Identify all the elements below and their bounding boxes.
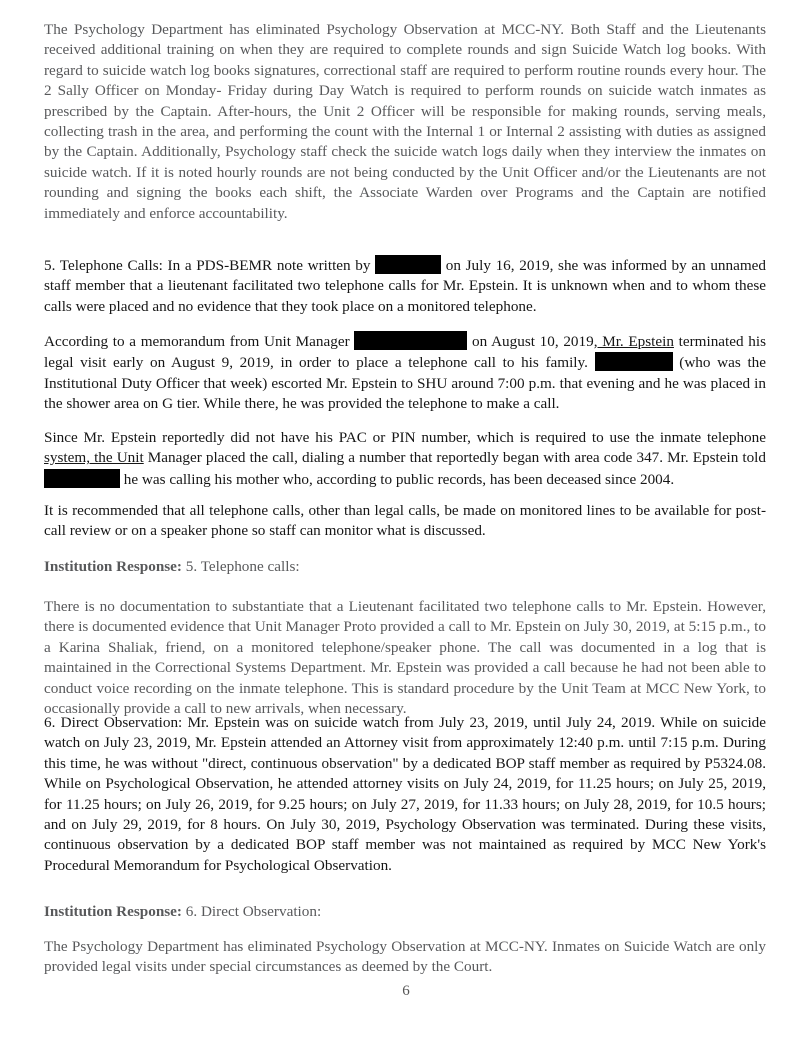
pac-pin-paragraph	[44, 428, 766, 490]
pac-pin-text-1: Since Mr. Epstein reportedly did not have his PAC or PIN number, which is required to use the inmate telephone	[44, 429, 766, 446]
memorandum-text-4: (who was the Institutional Duty Officer that week) escorted Mr. Epstein to SHU around 7:00 p.m. that evening and he was placed in the shower area on G tier. While there, he was provided the telephone to make a call.	[44, 354, 767, 413]
telephone-calls-paragraph	[44, 255, 766, 317]
redaction-box	[595, 352, 673, 371]
pac-pin-text-2: Manager placed the call, dialing a number that reportedly began with area code 347. Mr. Epstein told	[143, 449, 766, 467]
memorandum-text-underlined: , Mr. Epstein	[593, 333, 674, 350]
institution-response-6-title: 6. Direct Observation:	[181, 903, 322, 920]
memorandum-text-2: on August 10, 2019	[467, 333, 594, 350]
institution-response-label: Institution Response:	[44, 903, 182, 920]
institution-response-5-heading	[44, 557, 766, 577]
telephone-calls-text-1: 5. Telephone Calls: In a PDS-BEMR note written by	[44, 257, 376, 274]
direct-observation-response-paragraph: The Psychology Department has eliminated Psychology Observation at MCC-NY. Inmates on Suicide Watch are only provided legal visits under special circumstances as deemed by the Court.	[44, 938, 766, 976]
memorandum-paragraph	[44, 331, 766, 415]
redaction-box	[44, 469, 120, 488]
telephone-response-paragraph: There is no documentation to substantiate that a Lieutenant facilitated two telephone calls to Mr. Epstein. However, there is documented evidence that Unit Manager Proto provided a call to Mr. Epstein on July 30, 2019, at 5:15 p.m., to a Karina Shaliak, friend, on a monitored telephone/speaker phone. The call was documented in a log that is maintained in the Correctional Systems Department. Mr. Epstein was provided a call because he had not been able to conduct voice recording on the inmate telephone. This is standard procedure by the Unit Team at MCC New York, to occasionally provide a call to new arrivals, when necessary.	[44, 598, 766, 718]
direct-observation-paragraph: 6. Direct Observation: Mr. Epstein was on suicide watch from July 23, 2019, until July 24, 2019. While on suicide watch on July 23, 2019, Mr. Epstein attended an Attorney visit from approximately 12:40 p.m. until 7:15 p.m. During this time, he was without "direct, continuous observation" by a dedicated BOP staff member as required by P5324.08. While on Psychological Observation, he attended attorney visits on July 24, 2019, for 11.25 hours; on July 25, 2019, for 11.25 hours; on July 26, 2019, for 9.25 hours; on July 27, 2019, for 11.33 hours; on July 28, 2019, for 10.5 hours; and on July 29, 2019, for 8 hours. On July 30, 2019, Psychology Observation was terminated. During these visits, continuous observation by a dedicated BOP staff member was not maintained as required by MCC New York's Procedural Memorandum for Psychological Observation.	[44, 714, 766, 874]
psychology-observation-paragraph: The Psychology Department has eliminated Psychology Observation at MCC-NY. Both Staff and the Lieutenants received additional training on when they are required to complete rounds and sign Suicide Watch log books. With regard to suicide watch log books signatures, correctional staff are required to perform routine rounds every hour. The 2 Sally Officer on Monday- Friday during Day Watch is required to perform rounds on suicide watch inmates as prescribed by the Captain. After-hours, the Unit 2 Officer will be responsible for making rounds, serving meals, collecting trash in the area, and performing the count with the Internal 1 or Internal 2 assisting with duties as assigned by the Captain. Additionally, Psychology staff check the suicide watch logs daily when they interview the inmates on suicide watch. If it is noted hourly rounds are not being conducted by the Unit Officer and/or the Lieutenants are not rounding and signing the books each shift, the Associate Warden over Programs and the Captain are notified immediately and enforce accountability.	[44, 21, 766, 222]
redaction-box	[375, 255, 441, 274]
recommendation-paragraph: It is recommended that all telephone calls, other than legal calls, be made on monitored lines to be available for post-call review or on a speaker phone so staff can monitor what is discussed.	[44, 502, 766, 540]
institution-response-5-title: 5. Telephone calls:	[181, 558, 300, 575]
pac-pin-text-underlined: system, the Unit	[44, 449, 144, 467]
memorandum-text-3: terminated his legal visit early on August 9, 2019, in order to place a telephone call to his family.	[44, 333, 767, 372]
institution-response-label: Institution Response:	[44, 558, 182, 575]
memorandum-text-1: According to a memorandum from Unit Manager	[44, 333, 355, 350]
redaction-box	[354, 331, 467, 350]
pac-pin-text-3: he was calling his mother who, according to public records, has been deceased since 2004.	[120, 470, 675, 488]
page-number: 6	[402, 983, 410, 999]
institution-response-6-heading	[44, 902, 766, 922]
telephone-calls-text-2: on July 16, 2019, she was informed by an unnamed staff member that a lieutenant facilitated two telephone calls for Mr. Epstein. It is unknown when and to whom these calls were placed and no evidence that they took place on a monitored telephone.	[44, 257, 767, 315]
